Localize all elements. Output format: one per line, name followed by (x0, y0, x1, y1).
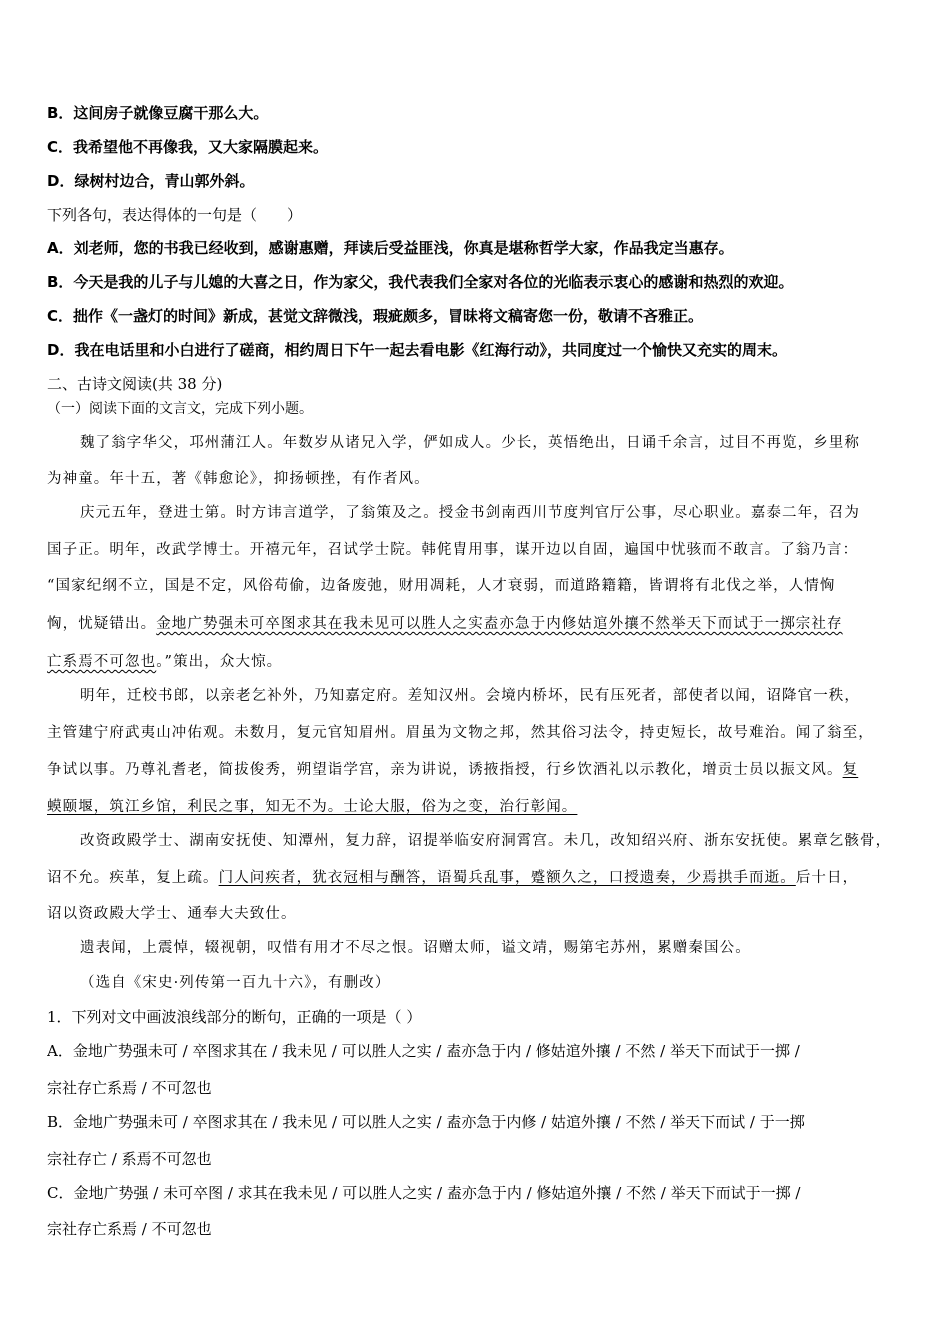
question-stem: 下列各句，表达得体的一句是（ ） (47, 206, 303, 224)
passage-line: 明年，迁校书郎，以亲老乞补外，乃知嘉定府。差知汉州。会境内桥坏，民有压死者，部使者以闻，诏降官一秩， (80, 688, 860, 704)
passage-line (47, 758, 910, 782)
wavy-underlined-text: 金地广势强未可卒图求其在我未见可以胜人之实盍亦急于内修姑逭外攘不然举天下而试于一掷宗社存 (156, 616, 843, 632)
passage-line: 遗表闻，上震悼，辍视朝，叹惜有用才不尽之恨。诏赠太师，谥文靖，赐第宅苏州，累赠秦国公。 (80, 940, 751, 956)
section-heading: 二、古诗文阅读(共 38 分) (47, 375, 223, 393)
option-c: C．我希望他不再像我，又大家隔膜起来。 (47, 138, 329, 156)
passage-line: 魏了翁字华父，邛州蒲江人。年数岁从诸兄入学，俨如成人。少长，英悟绝出，日诵千余言，过目不再览，乡里称 (80, 435, 860, 451)
passage-line: 国子正。明年，改武学博士。开禧元年，召试学士院。韩侂胄用事，谋开边以自固，遍国中忧骇而不敢言。了翁乃言： (47, 542, 859, 558)
option-a-cont: 宗社存亡系焉 / 不可忽也 (47, 1079, 212, 1097)
underlined-text: 复 (842, 762, 859, 778)
passage-line: 诏以资政殿大学士、通奉大夫致仕。 (47, 906, 297, 922)
option-b: B．金地广势强未可 / 卒图求其在 / 我未见 / 可以胜人之实 / 盍亦急于内修 / 姑逭外攘 / 不然 / 举天下而试 / 于一掷 (47, 1113, 805, 1131)
passage-line (47, 795, 910, 819)
passage-line (47, 866, 910, 890)
question-stem: 1．下列对文中画波浪线部分的断句，正确的一项是（ ） (47, 1008, 422, 1026)
passage-text: 。”策出，众大惊。 (156, 654, 283, 670)
passage-text: 争试以事。乃尊礼耆老，简拔俊秀，朔望诣学宫，亲为讲说，诱掖指授，行乡饮酒礼以示教化，增贡士员以振文风。 (47, 762, 843, 778)
option-c: C．拙作《一盏灯的时间》新成，甚觉文辞微浅，瑕疵颇多，冒昧将文稿寄您一份，敬请不吝雅正。 (47, 307, 704, 325)
passage-text: 恟，忧疑错出。 (47, 616, 157, 632)
option-b-cont: 宗社存亡 / 系焉不可忽也 (47, 1150, 212, 1168)
option-b: B．这间房子就像豆腐干那么大。 (47, 104, 269, 122)
passage-line: 改资政殿学士、湖南安抚使、知潭州，复力辞，诏提举临安府洞霄宫。未几，改知绍兴府、浙东安抚使。累章乞骸骨， (80, 833, 892, 849)
wavy-underlined-text: 亡系焉不可忽也 (47, 654, 157, 670)
passage-line (47, 650, 910, 674)
passage-line: “国家纪纲不立，国是不定，风俗苟偷，边备废弛，财用凋耗，人才衰弱，而道路籍籍，皆谓将有北伐之举，人情恟 (47, 578, 836, 594)
underlined-text: 门人问疾者，犹衣冠相与酬答，语蜀兵乱事，蹙额久之，口授遗奏，少焉拱手而逝。 (218, 870, 796, 886)
passage-line: 为神童。年十五，著《韩愈论》，抑扬顿挫，有作者风。 (47, 471, 430, 487)
option-c-cont: 宗社存亡系焉 / 不可忽也 (47, 1220, 212, 1238)
option-d: D．绿树村边合，青山郭外斜。 (47, 172, 255, 190)
option-b: B．今天是我的儿子与儿媳的大喜之日，作为家父，我代表我们全家对各位的光临表示衷心的感谢和热烈的欢迎。 (47, 273, 794, 291)
option-a: A．刘老师，您的书我已经收到，感谢惠赠，拜读后受益匪浅，你真是堪称哲学大家，作品我定当惠存。 (47, 239, 734, 257)
passage-text: 后十日， (795, 870, 859, 886)
passage-line (47, 612, 910, 636)
passage-text: 诏不允。疾革，复上疏。 (47, 870, 219, 886)
passage-source: （选自《宋史·列传第一百九十六》，有删改） (80, 975, 391, 991)
passage-line: 庆元五年，登进士第。时方讳言道学，了翁策及之。授金书剑南西川节度判官厅公事，尽心职业。嘉泰二年，召为 (80, 505, 860, 521)
sub-heading: （一）阅读下面的文言文，完成下列小题。 (47, 401, 313, 417)
passage-line: 主管建宁府武夷山冲佑观。未数月，复元官知眉州。眉虽为文物之邦，然其俗习法令，持吏短长，故号难治。闻了翁至， (47, 725, 874, 741)
underlined-text: 蟆颐堰，筑江乡馆，利民之事，知无不为。士论大服，俗为之变，治行彰闻。 (47, 799, 578, 815)
option-a: A．金地广势强未可 / 卒图求其在 / 我未见 / 可以胜人之实 / 盍亦急于内 / 修姑逭外攘 / 不然 / 举天下而试于一掷 / (47, 1042, 800, 1060)
option-d: D．我在电话里和小白进行了磋商，相约周日下午一起去看电影《红海行动》，共同度过一个愉快又充实的周末。 (47, 341, 787, 359)
option-c: C．金地广势强 / 未可卒图 / 求其在我未见 / 可以胜人之实 / 盍亦急于内 / 修姑逭外攘 / 不然 / 举天下而试于一掷 / (47, 1184, 801, 1202)
